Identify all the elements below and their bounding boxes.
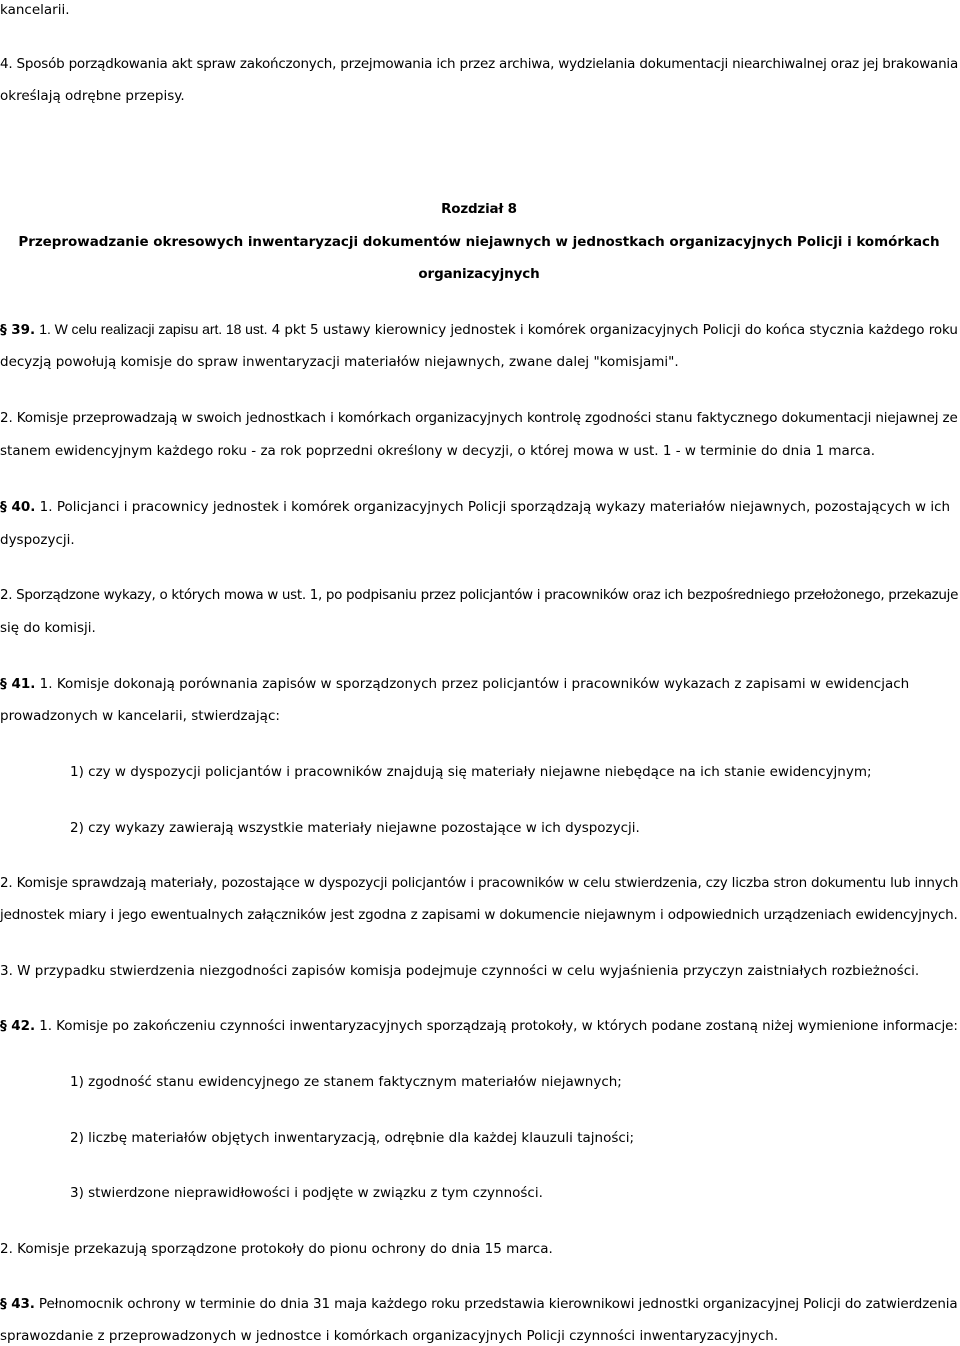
paragraph-line: decyzją powołują komisje do spraw inwentaryzacji materiałów niejawnych, zwane dalej "komisjami". <box>0 354 679 370</box>
section-text: 1. Komisje po zakończeniu czynności inwentaryzacyjnych sporządzają protokoły, w których podane zostaną niżej wymienione informacje: <box>39 1018 958 1034</box>
paragraph-line: 2. Komisje przeprowadzają w swoich jednostkach i komórkach organizacyjnych kontrolę zgodności stanu faktycznego dokumentacji niejawnej ze <box>0 410 958 426</box>
section-42-line <box>0 1016 958 1036</box>
paragraph-line: prowadzonych w kancelarii, stwierdzając: <box>0 708 280 724</box>
section-text: 4 pkt 5 ustawy kierownicy jednostek i komórek organizacyjnych Policji do końca stycznia każdego roku <box>271 322 958 338</box>
paragraph-line: 3. W przypadku stwierdzenia niezgodności zapisów komisja podejmuje czynności w celu wyjaśnienia przyczyn zaistniałych rozbieżności. <box>0 963 920 979</box>
section-number: § 41. <box>0 676 36 692</box>
paragraph-line: określają odrębne przepisy. <box>0 88 185 104</box>
chapter-title: Rozdział 8 <box>441 201 517 217</box>
list-item: 3) stwierdzone nieprawidłowości i podjęte w związku z tym czynności. <box>70 1185 543 1201</box>
section-lead: 1. W celu realizacji zapisu art. 18 ust. <box>39 321 268 337</box>
paragraph-line: dyspozycji. <box>0 532 75 548</box>
list-item: 1) zgodność stanu ewidencyjnego ze stanem faktycznym materiałów niejawnych; <box>70 1074 622 1090</box>
list-item: 1) czy w dyspozycji policjantów i pracowników znajdują się materiały niejawne niebędące na ich stanie ewidencyjnym; <box>70 764 872 780</box>
list-item: 2) liczbę materiałów objętych inwentaryzacją, odrębnie dla każdej klauzuli tajności; <box>70 1130 635 1146</box>
section-41-line <box>0 674 909 694</box>
paragraph-line: 2. Komisje sprawdzają materiały, pozostające w dyspozycji policjantów i pracowników w celu stwierdzenia, czy liczba stron dokumentu lub innych <box>0 875 959 891</box>
paragraph-line: 4. Sposób porządkowania akt spraw zakończonych, przejmowania ich przez archiwa, wydzielania dokumentacji niearchiwalnej oraz jej brakowania <box>0 56 959 72</box>
paragraph-line: sprawozdanie z przeprowadzonych w jednostce i komórkach organizacyjnych Policji czynności inwentaryzacyjnych. <box>0 1328 779 1344</box>
paragraph-line: 2. Sporządzone wykazy, o których mowa w ust. 1, po podpisaniu przez policjantów i pracowników oraz ich bezpośredniego przełożonego, przekazuje <box>0 587 959 603</box>
paragraph-line: kancelarii. <box>0 2 70 18</box>
section-43-line <box>0 1294 958 1314</box>
chapter-subtitle: Przeprowadzanie okresowych inwentaryzacji dokumentów niejawnych w jednostkach organizacyjnych Policji i komórkach <box>18 234 940 250</box>
paragraph-line: się do komisji. <box>0 620 96 636</box>
section-text: Pełnomocnik ochrony w terminie do dnia 31 maja każdego roku przedstawia kierownikowi jednostki organizacyjnej Policji do zatwierdzenia <box>38 1296 958 1312</box>
section-text: 1. Komisje dokonają porównania zapisów w sporządzonych przez policjantów i pracowników wykazach z zapisami w ewidencjach <box>39 676 910 692</box>
list-item: 2) czy wykazy zawierają wszystkie materiały niejawne pozostające w ich dyspozycji. <box>70 820 640 836</box>
chapter-subtitle: organizacyjnych <box>418 266 540 282</box>
paragraph-line: stanem ewidencyjnym każdego roku - za rok poprzedni określony w decyzji, o której mowa w ust. 1 - w terminie do dnia 1 marca. <box>0 443 876 459</box>
section-40-line <box>0 497 950 517</box>
paragraph-line: jednostek miary i jego ewentualnych załączników jest zgodna z zapisami w dokumencie niejawnym i odpowiednich urządzeniach ewidencyjnych. <box>0 907 958 923</box>
section-text: 1. Policjanci i pracownicy jednostek i komórek organizacyjnych Policji sporządzają wykazy materiałów niejawnych, pozostających w ich <box>39 499 951 515</box>
paragraph-line: 2. Komisje przekazują sporządzone protokoły do pionu ochrony do dnia 15 marca. <box>0 1241 553 1257</box>
section-39-line <box>0 319 958 340</box>
section-number: § 40. <box>0 499 36 515</box>
section-number: § 39. <box>0 322 35 338</box>
section-number: § 43. <box>0 1296 35 1312</box>
section-number: § 42. <box>0 1018 35 1034</box>
